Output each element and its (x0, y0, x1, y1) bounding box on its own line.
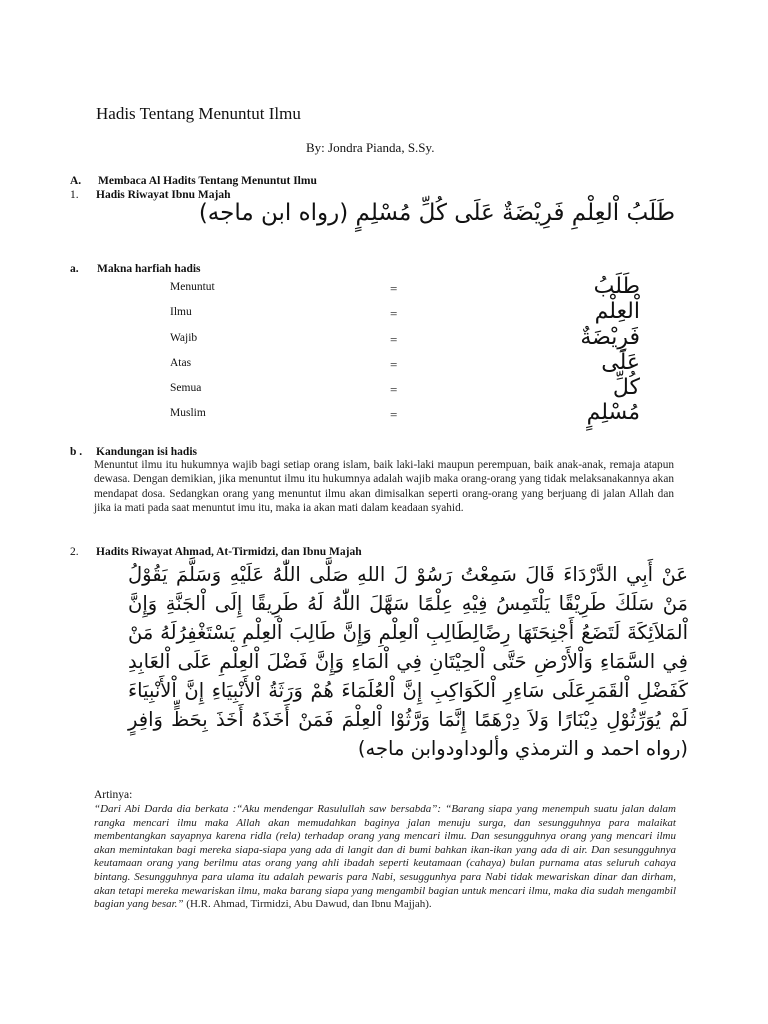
term-equals: = (390, 407, 398, 422)
term-label: Semua (170, 382, 202, 394)
author-byline: By: Jondra Pianda, S.Sy. (306, 140, 435, 155)
subsection-a-heading: Makna harfiah hadis (97, 263, 201, 275)
document-title: Hadis Tentang Menuntut Ilmu (96, 104, 301, 123)
term-equals: = (390, 382, 398, 397)
term-arabic: فَرِيْضَةٌ (580, 325, 640, 350)
hadith-2-translation (94, 803, 676, 912)
term-arabic: مُسْلِمٍ (586, 400, 640, 425)
section-a-marker: A. (70, 175, 82, 187)
subsection-b-text: Menuntut ilmu itu hukumnya wajib bagi setiap orang islam, baik laki-laki maupun perempuan, baik anak-anak, remaja atapun dewasa. Dengan demikian, jika menuntut ilmu itu hukumnya adalah wajib maka orang-orang yang tidak melaksanakannya akan mendapat dosa. Sedangkan orang yang menuntut ilmu akan dimisalkan seperti orang-orang yang berjuang di jalan Allah dan jika ia mati pada saat menuntut imu itu, maka ia akan mati dalam keadaan syahid. (94, 459, 674, 514)
subsection-b-marker: b . (70, 446, 83, 458)
subsection-b-heading: Kandungan isi hadis (96, 446, 198, 458)
term-label: Muslim (170, 407, 206, 419)
hadith-1-arabic: طَلَبُ اْلعِلْمِ فَرِيْضَةٌ عَلَى كُلِّ مُسْلِمٍ (رواه ابن ماجه) (198, 200, 675, 226)
subsection-a-marker: a. (70, 263, 79, 275)
artinya-label: Artinya: (94, 789, 133, 801)
translation-source: (H.R. Ahmad, Tirmidzi, Abu Dawud, dan Ibnu Majjah). (183, 898, 432, 911)
section-a-heading: Membaca Al Hadits Tentang Menuntut Ilmu (98, 175, 317, 187)
term-arabic: عَلَى (601, 350, 640, 375)
term-arabic: طَلَبُ (593, 274, 640, 299)
term-equals: = (390, 281, 398, 296)
item-2-heading: Hadits Riwayat Ahmad, At-Tirmidzi, dan Ibnu Majah (96, 546, 362, 558)
term-equals: = (390, 332, 398, 347)
hadith-2-arabic: عَنْ أَبِي الدَّرْدَاءَ قَالَ سَمِعْتُ رَسُوْ لَ اللهِ صَلَّى اللّٰهُ عَلَيْهِ وَسَلَّمَ يَقُوْلُ مَنْ سَلَكَ طَرِيْقًا يَلْتَمِسُ فِيْهِ عِلْمًا سَهَّلَ اللّٰهُ لَهُ طَرِيقًا إِلَى اْلجَنَّةِ وَإِنَّ اْلمَلاَئِكَةَ لَتَضَعُ أَجْنِحَتَهَا رِضًالِطَالِبِ اْلعِلْمِ وَإِنَّ طَالِبَ اْلعِلْمِ يَسْتَغْفِرُلَهُ مَنْ فِي السَّمَاءِ وَاْلأَرْضِ حَتَّى اْلحِيْتَانِ فِي اْلمَاءِ وَإِنَّ فَضْلَ اْلعِلْمِ عَلَى اْلعَابِدِ كَفَضْلِ اْلقَمَرِعَلَى سَاءِرِ اْلكَوَاكِبِ إِنَّ اْلعُلَمَاءَ هُمْ وَرَثَةُ اْلأَنْبِيَاءِ إِنَّ اْلأَنْبِيَاءَ لَمْ يُوَرِّثُوْلِ دِيْنَارًا وَلاَ دِرْهَمًا إِنَّمَا وَرَّثُوْا اْلعِلْمَ فَمَنْ أَخَذَهُ أَخَذَ بِحَظٍّ وَافِرٍ (رواه احمد و الترمذي وألوداودوابن ماجه) (128, 563, 688, 760)
translation-text: “Dari Abi Darda dia berkata :“Aku mendengar Rasulullah saw bersabda”: “Barang siapa yang menempuh suatu jalan dalam rangka mencari ilmu maka Allah akan memudahkan baginya jalan menuju surga, dan sesungguhnya para malaikat membentangkan sayapnya karena ridla (rela) terhadap orang yang mencari ilmu. Dan sesungguhnya orang yang mencari ilmu akan memintakan bagi mereka siapa-siapa yang ada di langit dan di bumi bahkan ikan-ikan yang ada di air. Dan sesungguhnya keutamaan orang yang berilmu atas orang yang ahli ibadah seperti keutamaan (cahaya) bulan purnama atas seluruh cahaya bintang. Sesungguhnya para ulama itu adalah pewaris para Nabi, sesuggunhya para Nabi tidak mewariskan dinar dan dirham, akan tetapi mereka mewariskan ilmu, maka barang siapa yang mengambil bagian untuk mencari ilmu, maka dia sudah mengambil bagian yang besar.” (94, 803, 676, 911)
term-equals: = (390, 357, 398, 372)
item-1-heading: Hadis Riwayat Ibnu Majah (96, 189, 231, 201)
term-label: Wajib (170, 332, 198, 344)
item-2-marker: 2. (70, 546, 79, 558)
term-arabic: كُلِّ (612, 375, 640, 400)
term-label: Menuntut (170, 281, 215, 293)
term-arabic: اْلعِلْم (594, 299, 640, 324)
term-label: Ilmu (170, 306, 192, 318)
item-1-marker: 1. (70, 189, 79, 201)
term-equals: = (390, 306, 398, 321)
term-label: Atas (170, 357, 192, 369)
